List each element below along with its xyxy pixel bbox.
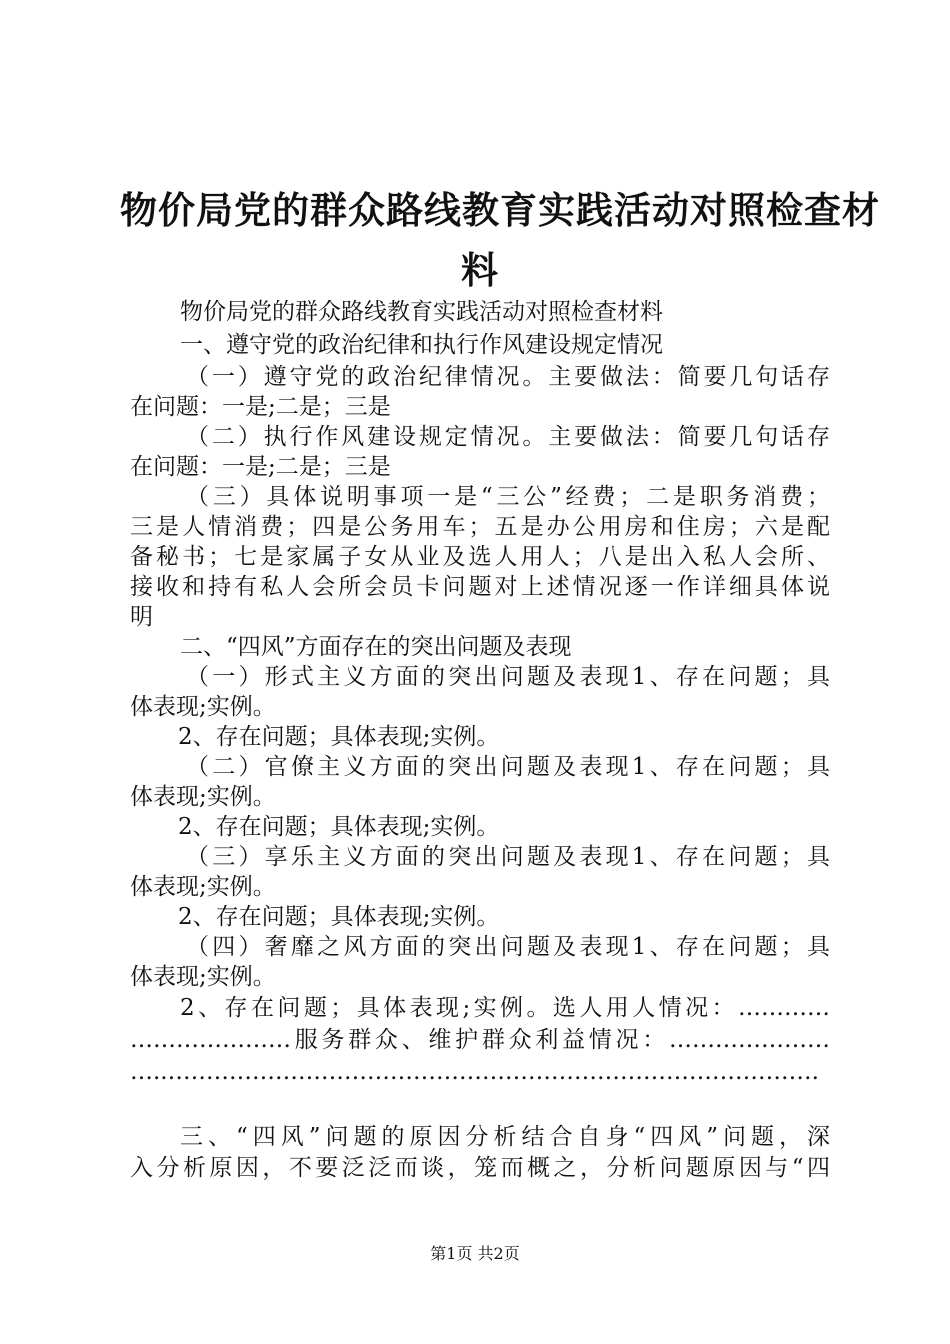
body-line: 2、存在问题；具体表现;实例。选人用人情况：………… (180, 995, 830, 1021)
body-line: 在问题：一是;二是；三是 (130, 394, 391, 420)
body-line: （三）具体说明事项一是“三公”经费；二是职务消费； (186, 484, 830, 510)
body-line: （二）执行作风建设规定情况。主要做法：简要几句话存 (186, 424, 830, 450)
document-title-line-1: 物价局党的群众路线教育实践活动对照检查材 (120, 188, 880, 232)
body-line: 体表现;实例。 (130, 784, 276, 810)
body-line: …..…………………………………………………………………………. (130, 1059, 819, 1085)
body-line: 2、存在问题；具体表现;实例。 (178, 904, 500, 930)
body-line: 接收和持有私人会所会员卡问题对上述情况逐一作详细具体说 (130, 574, 830, 600)
body-line: 2、存在问题；具体表现;实例。 (178, 724, 500, 750)
body-line: 物价局党的群众路线教育实践活动对照检查材料 (180, 299, 663, 325)
body-line: （一）形式主义方面的突出问题及表现1、存在问题；具 (186, 664, 830, 690)
body-line: 明 (130, 604, 153, 630)
body-line: …………………服务群众、维护群众利益情况：………………… (130, 1027, 830, 1053)
body-line: 二、“四风”方面存在的突出问题及表现 (180, 634, 572, 660)
body-line: 一、遵守党的政治纪律和执行作风建设规定情况 (180, 332, 663, 358)
body-line: （一）遵守党的政治纪律情况。主要做法：简要几句话存 (186, 364, 830, 390)
document-title-line-2: 料 (461, 248, 499, 292)
body-line: 入分析原因，不要泛泛而谈，笼而概之，分析问题原因与“四 (130, 1155, 830, 1181)
body-line: 备秘书；七是家属子女从业及选人用人；八是出入私人会所、 (130, 544, 830, 570)
body-line: （四）奢靡之风方面的突出问题及表现1、存在问题；具 (186, 934, 830, 960)
body-line: 体表现;实例。 (130, 694, 276, 720)
body-line: 三是人情消费；四是公务用车；五是办公用房和住房；六是配 (130, 514, 830, 540)
body-line: 体表现;实例。 (130, 964, 276, 990)
body-line: 体表现;实例。 (130, 874, 276, 900)
body-line: 在问题：一是;二是；三是 (130, 454, 391, 480)
body-line: （三）享乐主义方面的突出问题及表现1、存在问题；具 (186, 844, 830, 870)
body-line: （二）官僚主义方面的突出问题及表现1、存在问题；具 (186, 754, 830, 780)
body-line: 三、“四风”问题的原因分析结合自身“四风”问题，深 (180, 1124, 830, 1150)
page-footer: 第1页 共2页 (430, 1244, 520, 1263)
body-line: 2、存在问题；具体表现;实例。 (178, 814, 500, 840)
